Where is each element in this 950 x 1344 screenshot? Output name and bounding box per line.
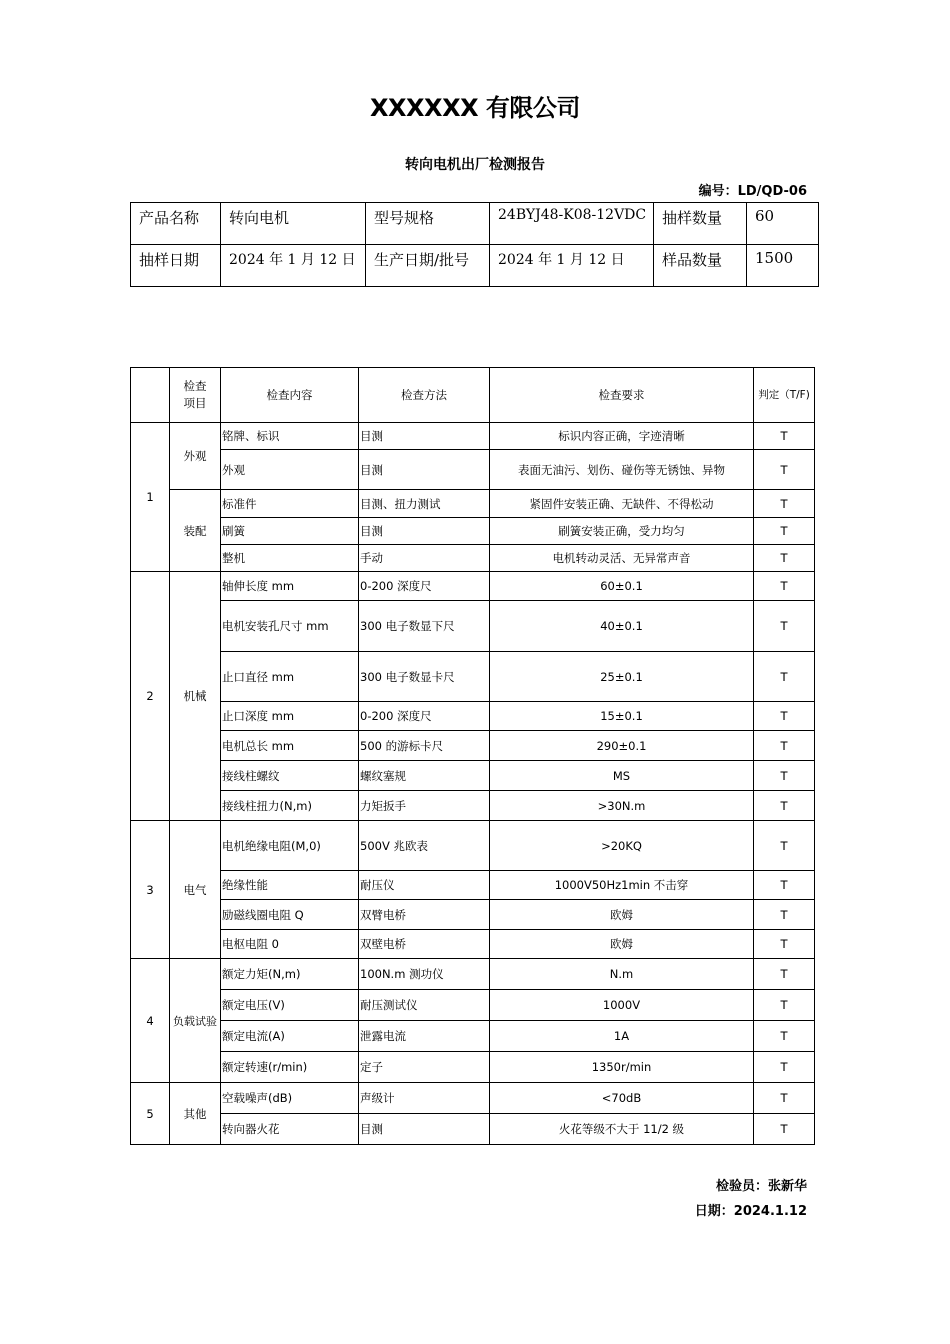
row-content: 绝缘性能 [221, 871, 359, 900]
header-verdict: 判定（T/F) [754, 368, 815, 423]
row-content: 额定电流(A) [221, 1021, 359, 1052]
header-item: 检查 项目 [170, 368, 221, 423]
sample-count-label: 样品数量 [654, 245, 747, 287]
group-number: 5 [131, 1083, 170, 1145]
row-method: 双壁电桥 [359, 930, 490, 959]
row-method: 目测 [359, 1114, 490, 1145]
row-content: 轴伸长度 mm [221, 572, 359, 601]
row-requirement: 25±0.1 [490, 652, 754, 702]
group-number: 3 [131, 821, 170, 959]
row-method: 目测 [359, 450, 490, 490]
group-name: 机械 [170, 572, 221, 821]
row-method: 声级计 [359, 1083, 490, 1114]
row-method: 力矩扳手 [359, 791, 490, 821]
row-requirement: 1000V50Hz1min 不击穿 [490, 871, 754, 900]
group-number: 2 [131, 572, 170, 821]
company-title: XXXXXX 有限公司 [370, 94, 580, 122]
row-requirement: 刷簧安装正确，受力均匀 [490, 518, 754, 545]
row-content: 电机总长 mm [221, 731, 359, 761]
header-index [131, 368, 170, 423]
row-content: 额定电压(V) [221, 990, 359, 1021]
row-content: 空载噪声(dB) [221, 1083, 359, 1114]
row-requirement: N.m [490, 959, 754, 990]
row-verdict: T [754, 450, 815, 490]
sample-qty-label: 抽样数量 [654, 203, 747, 245]
row-verdict: T [754, 490, 815, 518]
row-requirement: 标识内容正确，字迹清晰 [490, 423, 754, 450]
row-requirement: 欧姆 [490, 930, 754, 959]
row-method: 泄露电流 [359, 1021, 490, 1052]
group-number: 4 [131, 959, 170, 1083]
row-method: 500 的游标卡尺 [359, 731, 490, 761]
row-content: 转向器火花 [221, 1114, 359, 1145]
row-content: 额定转速(r/min) [221, 1052, 359, 1083]
group-name: 外观 [170, 423, 221, 490]
row-content: 外观 [221, 450, 359, 490]
row-verdict: T [754, 761, 815, 791]
row-method: 双臂电桥 [359, 900, 490, 930]
product-name-value: 转向电机 [221, 203, 366, 245]
header-method: 检查方法 [359, 368, 490, 423]
row-verdict: T [754, 545, 815, 572]
row-method: 目测、扭力测试 [359, 490, 490, 518]
row-requirement: 1000V [490, 990, 754, 1021]
row-requirement: 40±0.1 [490, 601, 754, 652]
row-verdict: T [754, 959, 815, 990]
inspection-table [130, 367, 815, 1145]
row-verdict: T [754, 900, 815, 930]
sample-count-value: 1500 [747, 245, 819, 287]
row-verdict: T [754, 518, 815, 545]
report-title: 转向电机出厂检测报告 [405, 157, 545, 173]
row-content: 整机 [221, 545, 359, 572]
row-requirement: 表面无油污、划伤、碰伤等无锈蚀、异物 [490, 450, 754, 490]
model-value: 24BYJ48-K08-12VDC [490, 203, 654, 245]
row-requirement: 电机转动灵活、无异常声音 [490, 545, 754, 572]
row-requirement: >30N.m [490, 791, 754, 821]
row-method: 300 电子数显下尺 [359, 601, 490, 652]
row-content: 接线柱扭力(N,m) [221, 791, 359, 821]
row-verdict: T [754, 821, 815, 871]
model-label: 型号规格 [366, 203, 490, 245]
row-content: 标准件 [221, 490, 359, 518]
production-date-label: 生产日期/批号 [366, 245, 490, 287]
row-requirement: 1A [490, 1021, 754, 1052]
row-verdict: T [754, 871, 815, 900]
row-content: 止口深度 mm [221, 702, 359, 731]
sample-qty-value: 60 [747, 203, 819, 245]
group-name: 装配 [170, 490, 221, 572]
row-method: 0-200 深度尺 [359, 702, 490, 731]
document-number: 编号：LD/QD-06 [698, 184, 807, 199]
row-verdict: T [754, 731, 815, 761]
group-name: 电气 [170, 821, 221, 959]
header-content: 检查内容 [221, 368, 359, 423]
row-verdict: T [754, 1083, 815, 1114]
sample-date-value: 2024 年 1 月 12 日 [221, 245, 366, 287]
row-method: 手动 [359, 545, 490, 572]
row-verdict: T [754, 1114, 815, 1145]
row-content: 刷簧 [221, 518, 359, 545]
sample-date-label: 抽样日期 [131, 245, 221, 287]
group-number: 1 [131, 423, 170, 572]
row-content: 接线柱螺纹 [221, 761, 359, 791]
row-verdict: T [754, 1052, 815, 1083]
row-content: 铭牌、标识 [221, 423, 359, 450]
inspector-signature: 检验员：张新华 [715, 1179, 807, 1194]
row-content: 止口直径 mm [221, 652, 359, 702]
row-requirement: 欧姆 [490, 900, 754, 930]
row-content: 电机安装孔尺寸 mm [221, 601, 359, 652]
row-content: 励磁线圈电阻 Q [221, 900, 359, 930]
row-content: 电枢电阻 0 [221, 930, 359, 959]
row-verdict: T [754, 1021, 815, 1052]
row-requirement: >20KQ [490, 821, 754, 871]
row-verdict: T [754, 423, 815, 450]
row-requirement: 15±0.1 [490, 702, 754, 731]
row-method: 耐压仪 [359, 871, 490, 900]
row-content: 电机绝缘电阻(M,0) [221, 821, 359, 871]
row-verdict: T [754, 652, 815, 702]
row-method: 100N.m 测功仪 [359, 959, 490, 990]
row-verdict: T [754, 990, 815, 1021]
group-name: 其他 [170, 1083, 221, 1145]
header-requirement: 检查要求 [490, 368, 754, 423]
row-method: 300 电子数显卡尺 [359, 652, 490, 702]
row-method: 目测 [359, 423, 490, 450]
product-name-label: 产品名称 [131, 203, 221, 245]
group-name: 负载试验 [170, 959, 221, 1083]
row-method: 定子 [359, 1052, 490, 1083]
row-method: 耐压测试仪 [359, 990, 490, 1021]
row-verdict: T [754, 702, 815, 731]
row-requirement: 290±0.1 [490, 731, 754, 761]
row-requirement: 60±0.1 [490, 572, 754, 601]
product-info-table [130, 202, 819, 287]
row-method: 500V 兆欧表 [359, 821, 490, 871]
row-method: 目测 [359, 518, 490, 545]
row-requirement: 火花等级不大于 11/2 级 [490, 1114, 754, 1145]
row-verdict: T [754, 930, 815, 959]
report-date: 日期：2024.1.12 [694, 1204, 807, 1219]
row-requirement: 紧固件安装正确、无缺件、不得松动 [490, 490, 754, 518]
row-verdict: T [754, 791, 815, 821]
row-verdict: T [754, 572, 815, 601]
row-method: 螺纹塞规 [359, 761, 490, 791]
row-requirement: <70dB [490, 1083, 754, 1114]
production-date-value: 2024 年 1 月 12 日 [490, 245, 654, 287]
row-verdict: T [754, 601, 815, 652]
row-requirement: 1350r/min [490, 1052, 754, 1083]
row-content: 额定力矩(N,m) [221, 959, 359, 990]
row-method: 0-200 深度尺 [359, 572, 490, 601]
row-requirement: MS [490, 761, 754, 791]
